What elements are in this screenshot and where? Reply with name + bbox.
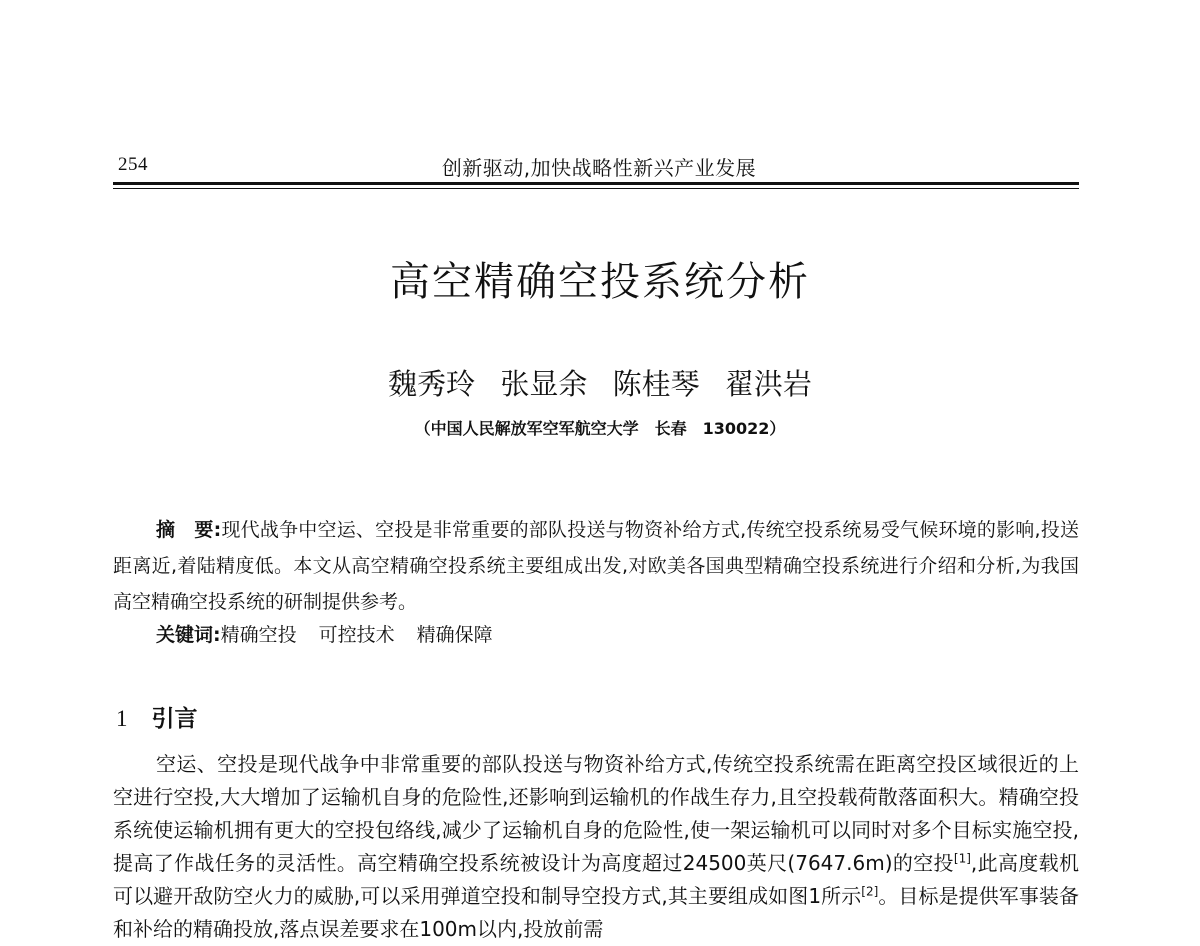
affiliation: （中国人民解放军空军航空大学 长春 130022） (414, 419, 786, 438)
header-rule-thick (113, 182, 1079, 185)
citation-ref: [1] (953, 851, 971, 866)
abstract-text: 现代战争中空运、空投是非常重要的部队投送与物资补给方式,传统空投系统易受气候环境的影响,投送距离近,着陆精度低。本文从高空精确空投系统主要组成出发,对欧美各国典型精确空投系统进行介绍和分析,为我国高空精确空投系统的研制提供参考。 (113, 519, 1079, 613)
abstract-label: 摘 要: (156, 519, 222, 541)
keyword: 精确空投 (220, 624, 297, 646)
author: 魏秀玲 (388, 367, 476, 401)
body-text-part: ,此高度载机可以避开敌防空火力的威胁,可以采用弹道空投和制导空投方式,其主要组成如图1所示 (113, 851, 1079, 908)
keywords (156, 620, 1056, 650)
page-number: 254 (118, 154, 148, 175)
section-title: 引言 (151, 706, 198, 732)
header-rule-thin (113, 188, 1079, 189)
journal-title: 创新驱动,加快战略性新兴产业发展 (441, 156, 757, 180)
body-paragraph (113, 748, 1079, 946)
keyword: 可控技术 (318, 624, 395, 646)
body-text-part: 空运、空投是现代战争中非常重要的部队投送与物资补给方式,传统空投系统需在距离空投区域很近的上空进行空投,大大增加了运输机自身的危险性,还影响到运输机的作战生存力,且空投载荷散落面积大。精确空投系统使运输机拥有更大的空投包络线,减少了运输机自身的危险性,使一架运输机可以同时对多个目标实施空投,提高了作战任务的灵活性。高空精确空投系统被设计为高度超过24500英尺(7647.6m)的空投 (113, 752, 1079, 875)
author-list (0, 362, 1200, 403)
author: 张显余 (500, 367, 588, 401)
author: 陈桂琴 (612, 367, 700, 401)
keywords-label: 关键词: (156, 624, 221, 646)
author: 翟洪岩 (724, 367, 812, 401)
article-title: 高空精确空投系统分析 (390, 259, 810, 305)
section-heading (116, 700, 198, 733)
citation-ref: [2] (861, 884, 879, 899)
running-header (118, 152, 1080, 178)
section-number: 1 (116, 706, 128, 731)
body-text-part: 。目标是提供军事装备和补给的精确投放,落点误差要求在100m以内,投放前需 (113, 884, 1079, 941)
keyword: 精确保障 (416, 624, 493, 646)
abstract (113, 512, 1079, 620)
